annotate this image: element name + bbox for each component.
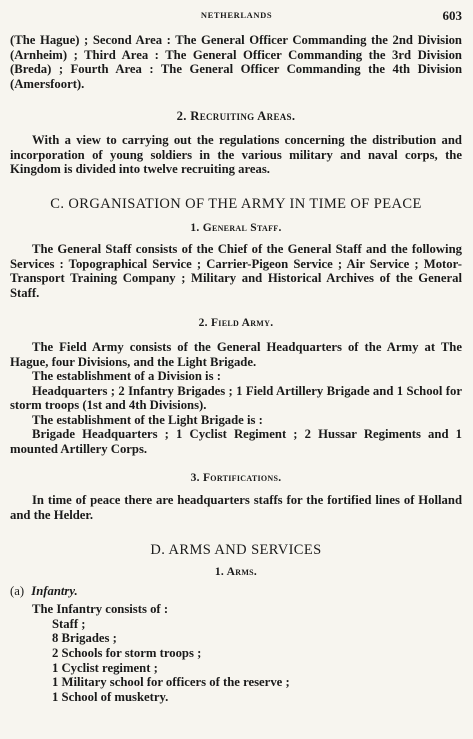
page-body <box>10 33 462 704</box>
light-brigade-intro: The establishment of the Light Brigade is : <box>32 412 263 427</box>
running-header <box>0 8 473 24</box>
paragraph-fortifications: In time of peace there are headquarters staffs for the fortified lines of Holland and the Helder. <box>10 493 462 522</box>
heading-section-d: D. ARMS AND SERVICES <box>150 542 322 559</box>
infantry-list <box>10 617 462 705</box>
infantry-subheading <box>10 584 462 599</box>
page-number: 603 <box>442 8 462 23</box>
division-establishment: Headquarters ; 2 Infantry Brigades ; 1 Field Artillery Brigade and 1 School for storm troops (1st and 4th Divisions). <box>10 383 462 413</box>
list-item: 1 School of musketry. <box>52 689 169 704</box>
continued-paragraph: (The Hague) ; Second Area : The General Officer Commanding the 2nd Division (Arnheim) ; Third Area : The General Officer Commanding the 3rd Division (Breda) ; Fourth Area : The General Officer Commanding the 4th Division (Amersfoort). <box>10 33 462 91</box>
list-item: 8 Brigades ; <box>52 631 117 646</box>
paragraph-field-army: The Field Army consists of the General Headquarters of the Army at The Hague, four Divisions, and the Light Brigade. <box>10 339 462 369</box>
division-intro: The establishment of a Division is : <box>32 369 221 384</box>
heading-general-staff: 1. General Staff. <box>190 222 282 235</box>
list-item: Staff ; <box>52 616 86 631</box>
infantry-intro: The Infantry consists of : <box>32 602 169 617</box>
light-brigade-establishment: Brigade Headquarters ; 1 Cyclist Regiment ; 2 Hussar Regiments and 1 mounted Artillery Corps. <box>10 427 462 457</box>
heading-fortifications: 3. Fortifications. <box>190 471 282 484</box>
list-item: 1 Cyclist regiment ; <box>52 660 158 675</box>
heading-arms: 1. Arms. <box>214 566 258 579</box>
paragraph-general-staff: The General Staff consists of the Chief of the General Staff and the following Services : Topographical Service ; Carrier-Pigeon Service ; Air Service ; Motor-Transport Training Company ; Military and Historical Archives of the General Staff. <box>10 241 462 300</box>
paragraph-recruiting-areas: With a view to carrying out the regulations concerning the distribution and incorporation of young soldiers in the various military and naval corps, the Kingdom is divided into twelve recruiting areas. <box>10 132 462 177</box>
infantry-marker: (a) <box>10 583 25 598</box>
heading-recruiting-areas: 2. Recruiting Areas. <box>176 109 296 124</box>
header-title: NETHERLANDS <box>200 10 273 20</box>
heading-field-army: 2. Field Army. <box>198 317 274 330</box>
heading-section-c: C. ORGANISATION OF THE ARMY IN TIME OF PEACE <box>50 195 422 212</box>
list-item: 2 Schools for storm troops ; <box>52 646 202 660</box>
list-item: 1 Military school for officers of the reserve ; <box>52 675 290 690</box>
infantry-title: Infantry. <box>31 583 78 598</box>
